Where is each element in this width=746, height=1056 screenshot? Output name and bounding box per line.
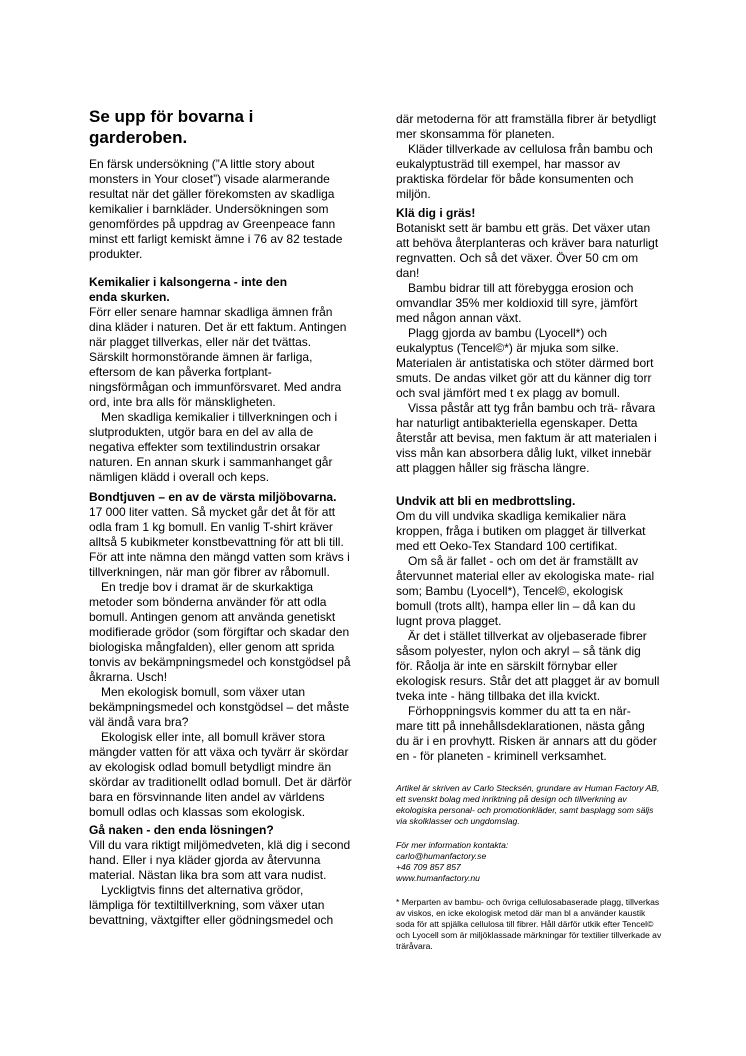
author-note-text: Artikel är skriven av Carlo Stecksén, grundare av Human Factory AB, ett svenskt bolag med inriktning på design och tillverkning av ekologiska personal- och promotionkläder, samt basplagg som säljs via skolklasser och ungdomslag. <box>396 783 660 826</box>
continued-text <box>396 112 658 202</box>
section-heading: Bondtjuven – en av de värsta miljöbovarna. <box>89 490 337 504</box>
contact-phone: +46 709 857 857 <box>396 862 461 872</box>
paragraph: Förhoppningsvis kommer du att ta en när- mare titt på innehållsdeklarationen, nästa gång du är i en provhytt. Risken är annars att du göder en - för planeten - kriminell verksamhet. <box>396 704 657 763</box>
contact-label: För mer information kontakta: <box>396 840 509 850</box>
section-heading: Undvik att bli en medbrottsling. <box>396 494 576 508</box>
paragraph: Om du vill undvika skadliga kemikalier nära kroppen, fråga i butiken om plagget är tillverkat med ett Oeko-Tex Standard 100 certifikat. <box>396 509 646 553</box>
paragraph: Men ekologisk bomull, som växer utan bekämpningsmedel och konstgödsel – det måste väl ändå vara bra? <box>89 685 350 729</box>
paragraph: Lyckligtvis finns det alternativa grödor, lämpliga för textiltillverkning, som växer utan bevattning, växtgifter eller gödningsmedel och <box>89 883 334 927</box>
paragraph: där metoderna för att framställa fibrer är betydligt mer skonsamma för planeten. <box>396 112 657 141</box>
contact-block <box>396 840 662 884</box>
paragraph: Ekologisk eller inte, all bomull kräver stora mängder vatten för att växa och tyvärr är skördar av ekologisk odlad bomull betydligt mindre än skördar av traditionellt odlad bomull. Det är därför bara en försvinnande liten andel av världens bomull odlas och klassas som ekologisk. <box>89 730 352 819</box>
paragraph: 17 000 liter vatten. Så mycket går det åt för att odla fram 1 kg bomull. En vanlig T-shirt kräver alltså 5 kubikmeter konstbevattning för att bli till. För att inte nämna den mängd vatten som krävs i tillverkningen, när man gör fibrer av råbomull. <box>89 505 350 579</box>
paragraph: En tredje bov i dramat är de skurkaktiga metoder som bönderna använder för att odla bomull. Antingen genom att använda genetiskt modifierade grödor (som förgiftar och skadar den biologiska mångfalden), eller genom att sprida tonvis av bekämpningsmedel och konstgödsel på åkrarna. Usch! <box>89 580 351 684</box>
section-naked <box>89 823 351 928</box>
article-title: Se upp för bovarna i garderoben. <box>89 107 254 147</box>
intro-paragraph <box>89 157 351 262</box>
section-chemicals <box>89 275 351 485</box>
section-grass <box>396 206 660 476</box>
paragraph: Kläder tillverkade av cellulosa från bambu och eukalyptusträd till exempel, har massor av praktiska fördelar för både konsumenten och miljön. <box>396 142 653 201</box>
section-accomplice <box>396 494 660 764</box>
section-heading: Klä dig i gräs! <box>396 206 476 220</box>
paragraph: Botaniskt sett är bambu ett gräs. Det växer utan att behöva återplanteras och kräver bara naturligt regnvatten. Och så det växer. Över 50 cm om dan! <box>396 221 659 280</box>
paragraph: Men skadliga kemikalier i tillverkningen och i slutprodukten, utgör bara en del av alla de negativa effekter som textilindustrin orsakar naturen. En annan skurk i sammanhanget går nämligen klädd i overall och keps. <box>89 410 338 484</box>
paragraph: Om så är fallet - och om det är framställt av återvunnet material eller av ekologiska mate- rial som; Bambu (Lyocell*), Tencel©, ekologisk bomull (trots allt), hampa eller lin – då kan du lugnt prova plagget. <box>396 554 655 628</box>
paragraph: Vill du vara riktigt miljömedveten, klä dig i second hand. Eller i nya kläder gjorda av återvunna material. Nästan lika bra som att vara nudist. <box>89 838 351 882</box>
contact-website: www.humanfactory.nu <box>396 873 480 883</box>
author-note <box>396 783 662 827</box>
paragraph: Vissa påstår att tyg från bambu och trä- råvara har naturligt antibakteriella egenskaper. Detta återstår att bevisa, men faktum är att materialen i viss mån kan absorbera dålig lukt, vilket innebär att plaggen håller sig fräscha längre. <box>396 401 657 475</box>
paragraph: Plagg gjorda av bambu (Lyocell*) och eukalyptus (Tencel©*) är mjuka som silke. Materialen är antistatiska och stöter därmed bort smuts. De andas vilket gör att du känner dig torr och sval jämfört med t ex plagg av bomull. <box>396 326 654 400</box>
footnote <box>396 897 662 952</box>
paragraph: Förr eller senare hamnar skadliga ämnen från dina kläder i naturen. Det är ett faktum. Antingen när plagget tillverkas, eller när det tvättas. Särskilt hormonstörande ämnen är farliga, eftersom de kan påverka fortplant- ningsförmågan och immunförsvaret. Med andra ord, inte bra alls för mänskligheten. <box>89 305 347 409</box>
section-farmer <box>89 490 353 820</box>
section-heading: Kemikalier i kalsongerna - inte den enda skurken. <box>89 275 288 304</box>
footnote-text: * Merparten av bambu- och övriga cellulosabaserade plagg, tillverkas av viskos, en icke ekologisk metod där man bl a använder kaustik soda för att spjälka cellulosa till fibrer. Håll därför utkik efter Tencel© och Lyocell som är miljöklassade märkningar för textilier tillverkade av träråvara. <box>396 897 662 951</box>
contact-email: carlo@humanfactory.se <box>396 851 487 861</box>
paragraph: Bambu bidrar till att förebygga erosion och omvandlar 35% mer koldioxid till syre, jämfört med någon annan växt. <box>396 281 638 325</box>
intro-text: En färsk undersökning (”A little story about monsters in Your closet”) visade alarmerande resultat när det gäller förekomsten av skadliga kemikalier i barnkläder. Undersökningen som genomfördes på uppdrag av Greenpeace fann minst ett farligt kemiskt ämne i 76 av 82 testade produkter. <box>89 157 343 261</box>
section-heading: Gå naken - den enda lösningen? <box>89 823 274 837</box>
paragraph: Är det i stället tillverkat av oljebaserade fibrer såsom polyester, nylon och akryl – så tänk dig för. Råolja är inte en särskilt förnybar eller ekologisk resurs. Står det att plagget är av bomull tveka inte - häng tillbaka det illa kvickt. <box>396 629 660 703</box>
